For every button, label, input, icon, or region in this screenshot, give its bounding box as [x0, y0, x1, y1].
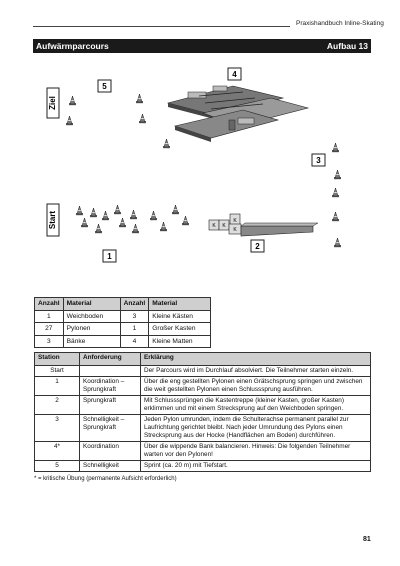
- col-header: Anzahl: [35, 298, 64, 311]
- setup-number: Aufbau 13: [326, 41, 368, 51]
- materials-header-row: [35, 298, 211, 311]
- table-cell: Bänke: [63, 335, 120, 348]
- svg-text:1: 1: [107, 252, 112, 261]
- finish-label-box: [47, 88, 59, 118]
- table-cell: Der Parcours wird im Durchlauf absolviert. Die Teilnehmer starten einzeln.: [141, 366, 371, 377]
- col-header: Station: [35, 353, 80, 366]
- table-cell: Kleine Kästen: [149, 310, 211, 323]
- svg-text:K: K: [212, 223, 216, 229]
- table-cell: Über die eng gestellten Pylonen einen Grätschsprung springen und zwischen die weit gestellten Pylonen einen Schlusssprung ausführen.: [141, 377, 371, 396]
- svg-text:K: K: [233, 227, 237, 233]
- col-header: Anzahl: [120, 298, 149, 311]
- col-header: Material: [149, 298, 211, 311]
- station-number-3: [312, 154, 325, 166]
- station-number-2: [251, 240, 264, 252]
- table-row: [35, 442, 371, 461]
- table-cell: 27: [35, 323, 64, 336]
- box-stairs-and-mat: [209, 214, 318, 236]
- station-number-1: [103, 250, 116, 262]
- table-cell: 3: [35, 335, 64, 348]
- table-cell: Weichboden: [63, 310, 120, 323]
- section-title-bar: [33, 39, 371, 53]
- station-number-4: [228, 68, 241, 80]
- svg-text:K: K: [233, 218, 237, 224]
- table-cell: Über die wippende Bank balancieren. Hinweis: Die folgenden Teilnehmer warten vor den Pylonen!: [141, 442, 371, 461]
- footnote: * = kritische Übung (permanente Aufsicht erforderlich): [34, 476, 177, 482]
- materials-table: [34, 297, 211, 348]
- table-cell: Schnelligkeit: [80, 461, 141, 472]
- table-cell: 3: [120, 310, 149, 323]
- col-header: Anforderung: [80, 353, 141, 366]
- table-cell: Sprint (ca. 20 m) mit Tiefstart.: [141, 461, 371, 472]
- table-row: [35, 415, 371, 442]
- stations-header-row: [35, 353, 371, 366]
- table-cell: 4*: [35, 442, 80, 461]
- table-row: [35, 310, 211, 323]
- table-cell: 1: [35, 377, 80, 396]
- table-cell: Sprungkraft: [80, 396, 141, 415]
- table-cell: Koordination: [80, 442, 141, 461]
- table-cell: Kleine Matten: [149, 335, 211, 348]
- stations-table: [34, 352, 371, 472]
- table-cell: 5: [35, 461, 80, 472]
- col-header: Material: [63, 298, 120, 311]
- table-cell: Schnelligkeit – Sprungkraft: [80, 415, 141, 442]
- balance-benches: [168, 86, 308, 142]
- table-cell: 4: [120, 335, 149, 348]
- table-row: [35, 377, 371, 396]
- table-row: [35, 396, 371, 415]
- table-row: [35, 366, 371, 377]
- table-cell: Großer Kasten: [149, 323, 211, 336]
- course-diagram: [33, 56, 371, 276]
- table-cell: 3: [35, 415, 80, 442]
- finish-label: Ziel: [48, 96, 58, 110]
- table-cell: Mit Schlusssprüngen die Kastentreppe (kleiner Kasten, großer Kasten) erklimmen und mit einem Strecksprung auf den Weichboden springen.: [141, 396, 371, 415]
- table-cell: Start: [35, 366, 80, 377]
- table-row: [35, 323, 211, 336]
- table-cell: 1: [35, 310, 64, 323]
- header-rule: [33, 26, 290, 27]
- table-cell: 2: [35, 396, 80, 415]
- section-title: Aufwärmparcours: [36, 41, 109, 51]
- svg-text:5: 5: [102, 82, 107, 91]
- start-label-box: [47, 204, 59, 236]
- station-number-5: [98, 80, 111, 92]
- svg-text:2: 2: [255, 242, 260, 251]
- book-title: Praxishandbuch Inline-Skating: [296, 20, 384, 27]
- svg-text:4: 4: [232, 70, 237, 79]
- svg-text:3: 3: [316, 156, 321, 165]
- svg-text:K: K: [222, 223, 226, 229]
- table-cell: 1: [120, 323, 149, 336]
- table-cell: Koordination – Sprungkraft: [80, 377, 141, 396]
- table-cell: Jeden Pylon umrunden, indem die Schulterachse permanent parallel zur Laufrichtung gerichtet bleibt. Nach jeder Umrundung des Pylons einen Strecksprung aus der Hocke (Handflächen am Boden) durchführen.: [141, 415, 371, 442]
- start-label: Start: [48, 210, 58, 230]
- col-header: Erklärung: [141, 353, 371, 366]
- page-number: 81: [363, 536, 371, 543]
- table-cell: [80, 366, 141, 377]
- table-row: [35, 335, 211, 348]
- table-cell: Pylonen: [63, 323, 120, 336]
- table-row: [35, 461, 371, 472]
